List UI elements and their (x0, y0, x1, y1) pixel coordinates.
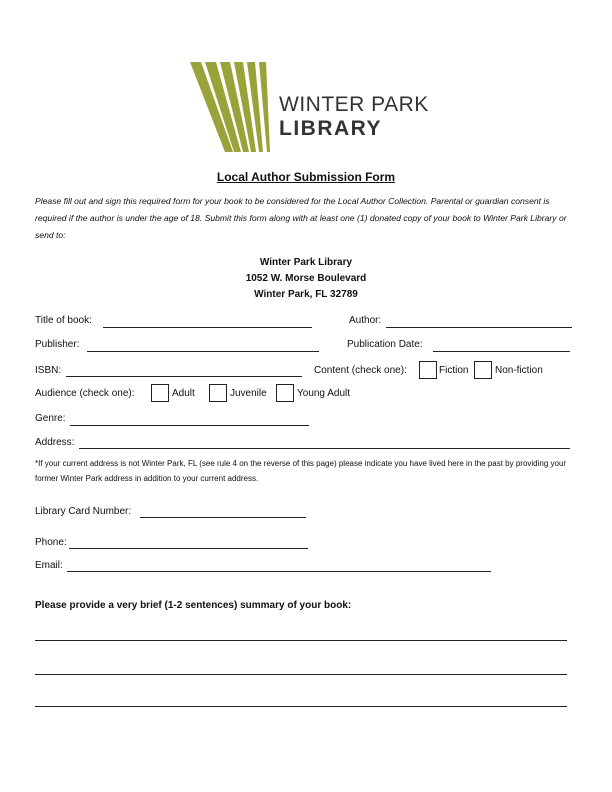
email-field[interactable] (67, 571, 491, 572)
phone-field[interactable] (69, 548, 308, 549)
publication-date-label: Publication Date: (347, 339, 423, 350)
nonfiction-label: Non-fiction (495, 365, 543, 376)
fiction-checkbox[interactable] (419, 361, 437, 379)
nonfiction-checkbox[interactable] (474, 361, 492, 379)
juvenile-label: Juvenile (230, 388, 267, 399)
isbn-label: ISBN: (35, 365, 62, 376)
juvenile-checkbox[interactable] (209, 384, 227, 402)
title-of-book-label: Title of book: (35, 315, 92, 326)
logo-text-winter-park: WINTER PARK (279, 93, 429, 116)
young-adult-label: Young Adult (297, 388, 351, 399)
address-city: Winter Park, FL 32789 (254, 289, 358, 300)
logo-text-library: LIBRARY (279, 117, 383, 140)
audience-label: Audience (check one): (35, 388, 135, 399)
address-name: Winter Park Library (259, 257, 353, 268)
publication-date-field[interactable] (433, 351, 570, 352)
library-card-label: Library Card Number: (35, 506, 132, 517)
summary-line-2[interactable] (35, 674, 567, 675)
adult-checkbox[interactable] (151, 384, 169, 402)
title-of-book-field[interactable] (103, 327, 312, 328)
summary-heading: Please provide a very brief (1-2 sentences) summary of your book: (35, 600, 352, 611)
genre-label: Genre: (35, 413, 66, 424)
isbn-field[interactable] (66, 376, 302, 377)
young-adult-checkbox[interactable] (276, 384, 294, 402)
author-label: Author: (349, 315, 382, 326)
address-field[interactable] (79, 448, 570, 449)
summary-line-1[interactable] (35, 640, 567, 641)
phone-label: Phone: (35, 537, 67, 548)
library-card-field[interactable] (140, 517, 306, 518)
genre-field[interactable] (70, 425, 309, 426)
form-title: Local Author Submission Form (216, 170, 396, 184)
fiction-label: Fiction (439, 365, 469, 376)
intro-paragraph: Please fill out and sign this required form for your book to be considered for the Local Author Collection. Parental or guardian consent is required if the author is under the age of 18. Submit this form along with at least one (1) donated copy of your book to Winter Park Library or send to: (35, 196, 567, 240)
publisher-label: Publisher: (35, 339, 80, 350)
address-street: 1052 W. Morse Boulevard (245, 273, 367, 284)
address-note: *If your current address is not Winter Park, FL (see rule 4 on the reverse of this page) please indicate you have lived here in the past by providing your former Winter Park address in addition to your current address. (35, 459, 567, 483)
author-field[interactable] (386, 327, 572, 328)
address-label: Address: (35, 437, 75, 448)
library-logo (175, 60, 437, 154)
summary-line-3[interactable] (35, 706, 567, 707)
email-label: Email: (35, 560, 63, 571)
adult-label: Adult (172, 388, 195, 399)
publisher-field[interactable] (87, 351, 319, 352)
library-logo-stripes-icon (175, 60, 275, 154)
content-label: Content (check one): (314, 365, 407, 376)
